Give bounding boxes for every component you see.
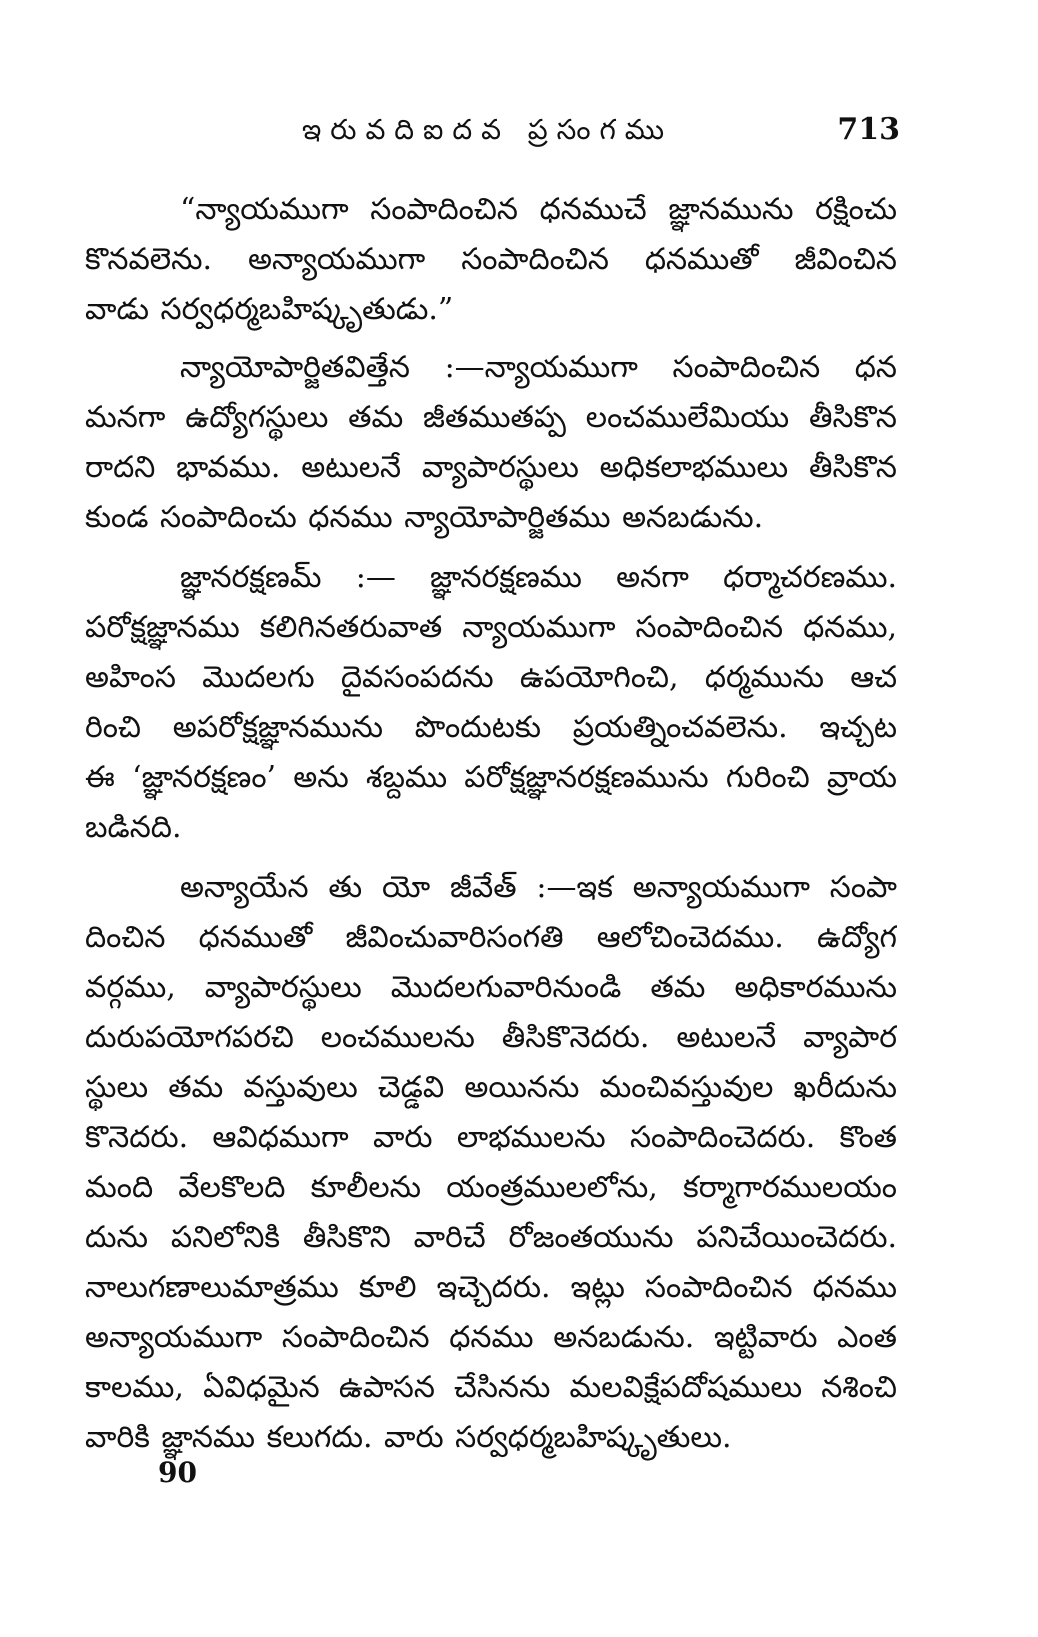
text-line: దించిన ధనముతో జీవించువారిసంగతి ఆలోచించెదము. ఉద్యోగ (85, 920, 897, 955)
text-line: కాలము, ఏవిధమైన ఉపాసన చేసినను మలవిక్షేపదోషములు నశించి (85, 1370, 897, 1405)
printer-signature-mark: 90 (158, 1456, 197, 1489)
text-line: వర్గము, వ్యాపారస్థులు మొదలగువారినుండి తమ అధికారమును (85, 970, 897, 1005)
paragraph-anyayena (85, 863, 897, 1463)
paragraph-jnanarakshanam (85, 553, 897, 853)
text-line: బడినది. (85, 810, 182, 845)
text-line: నాలుగణాలుమాత్రము కూలి ఇచ్చెదరు. ఇట్లు సంపాదించిన ధనము (85, 1270, 897, 1305)
text-line: రించి అపరోక్షజ్ఞానమును పొందుటకు ప్రయత్నించవలెను. ఇచ్చట (85, 710, 897, 745)
text-line: అన్యాయముగా సంపాదించిన ధనము అనబడును. ఇట్టివారు ఎంత (85, 1320, 897, 1355)
text-line: కుండ సంపాదించు ధనము న్యాయోపార్జితము అనబడును. (85, 500, 764, 535)
chapter-title: ఇరువదిఐదవ ప్రసంగము (301, 113, 674, 146)
text-line: దును పనిలోనికి తీసికొని వారిచే రోజంతయును పనిచేయించెదరు. (85, 1220, 897, 1255)
paragraph-nyayopaarjita (85, 343, 897, 543)
paragraph-quote (85, 185, 897, 335)
text-line: మంది వేలకొలది కూలీలను యంత్రములలోను, కర్మాగారములయం (85, 1170, 897, 1205)
body-text (85, 185, 897, 1463)
text-line: జ్ఞానరక్షణమ్ :— జ్ఞానరక్షణము అనగా ధర్మాచరణము. (180, 560, 897, 595)
text-line: న్యాయోపార్జితవిత్తేన :—న్యాయముగా సంపాదించిన ధన (180, 350, 897, 385)
text-line: అన్యాయేన తు యో జీవేత్ :—ఇక అన్యాయముగా సంపా (180, 870, 897, 905)
text-line: మనగా ఉద్యోగస్థులు తమ జీతముతప్ప లంచములేమియు తీసికొన (85, 400, 897, 435)
text-line: రాదని భావము. అటులనే వ్యాపారస్థులు అధికలాభములు తీసికొన (85, 450, 897, 485)
text-line: “న్యాయముగా సంపాదించిన ధనముచే జ్ఞానమును రక్షించు (180, 192, 897, 227)
text-line: కొనవలెను. అన్యాయముగా సంపాదించిన ధనముతో జీవించిన (85, 242, 897, 277)
text-line: వాడు సర్వధర్మబహిష్కృతుడు.” (85, 292, 454, 327)
text-line: కొనెదరు. ఆవిధముగా వారు లాభములను సంపాదించెదరు. కొంత (85, 1120, 897, 1155)
page-number: 713 (837, 112, 900, 147)
text-line: ఈ ‘జ్ఞానరక్షణం’ అను శబ్దము పరోక్షజ్ఞానరక్షణమును గురించి వ్రాయ (85, 760, 897, 795)
text-line: పరోక్షజ్ఞానము కలిగినతరువాత న్యాయముగా సంపాదించిన ధనము, (85, 610, 897, 645)
running-head (85, 106, 900, 154)
text-line: స్థులు తమ వస్తువులు చెడ్డవి అయినను మంచివస్తువుల ఖరీదును (85, 1070, 897, 1105)
text-line: దురుపయోగపరచి లంచములను తీసికొనెదరు. అటులనే వ్యాపార (85, 1020, 897, 1055)
text-line: వారికి జ్ఞానము కలుగదు. వారు సర్వధర్మబహిష్కృతులు. (85, 1420, 732, 1455)
text-line: అహింస మొదలగు దైవసంపదను ఉపయోగించి, ధర్మమును ఆచ (85, 660, 897, 695)
